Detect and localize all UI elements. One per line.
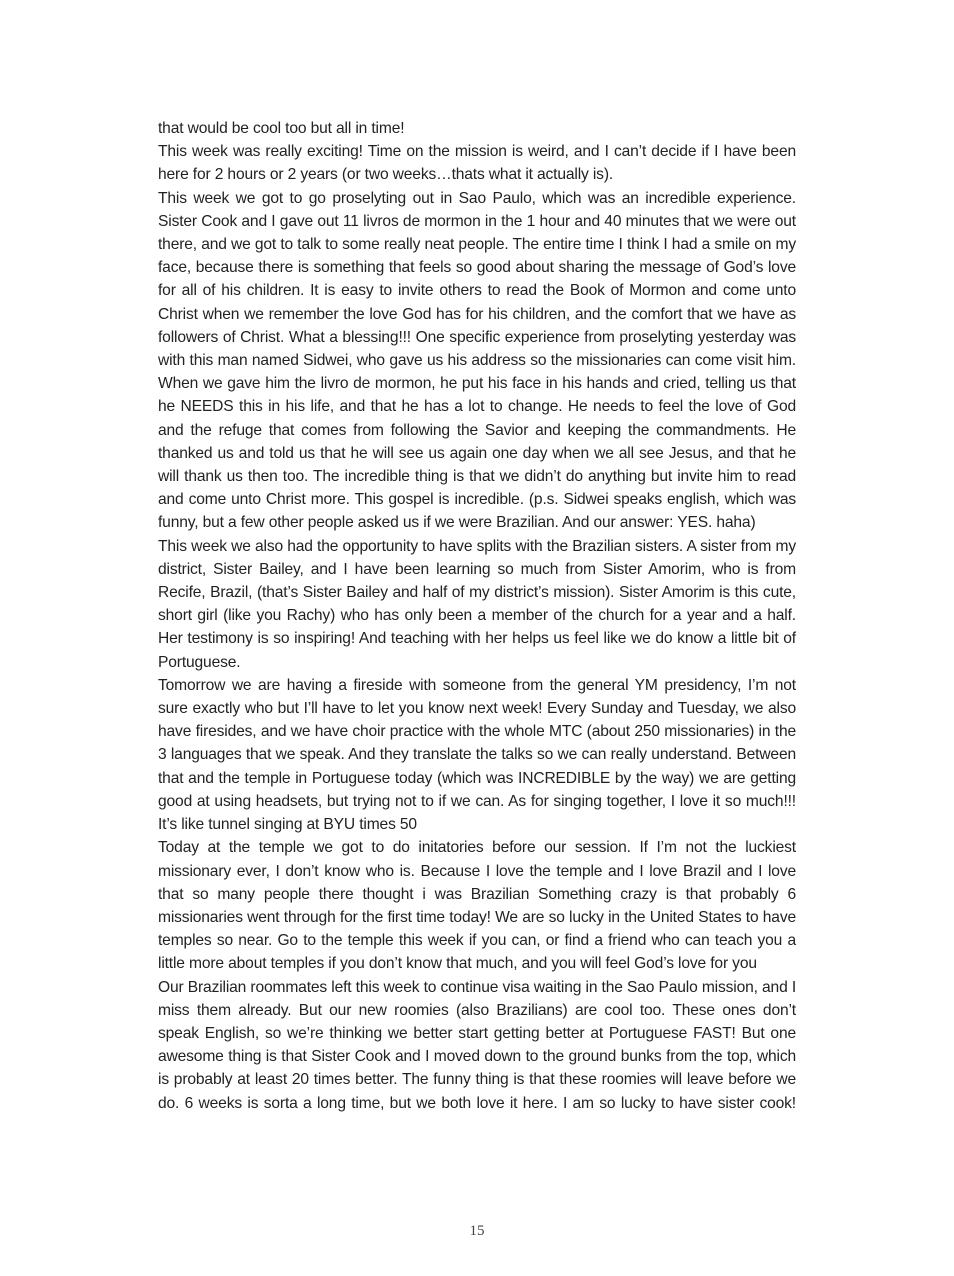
body-text [158, 117, 796, 1115]
paragraph-0: that would be cool too but all in time! [158, 120, 405, 137]
paragraph-2: This week we got to go proselyting out in Sao Paulo, which was an incredible experience. Sister Cook and I gave out 11 livros de mormon in the 1 hour and 40 minutes that we were out there, and we got to talk to some really neat people. The entire time I think I had a smile on my face, because there is something that feels so good about sharing the message of God’s love for all of his children. It is easy to invite others to read the Book of Mormon and come unto Christ when we remember the love God has for his children, and the comfort that we have as followers of Christ. What a blessing!!! One specific experience from proselyting yesterday was with this man named Sidwei, who gave us his address so the missionaries can come visit him. When we gave him the livro de mormon, he put his face in his hands and cried, telling us that he NEEDS this in his life, and that he has a lot to change. He needs to feel the love of God and the refuge that comes from following the Savior and keeping the commandments. He thanked us and told us that he will see us again one day when we all see Jesus, and that he will thank us then too. The incredible thing is that we didn’t do anything but invite him to read and come unto Christ more. This gospel is incredible. (p.s. Sidwei speaks english, which was funny, but a few other people asked us if we were Brazilian. And our answer: YES. haha) [158, 189, 796, 532]
paragraph-5: Today at the temple we got to do initatories before our session. If I’m not the luckiest missionary ever, I don’t know who is. Because I love the temple and I love Brazil and I love that so many people there thought i was Brazilian Something crazy is that probably 6 missionaries went through for the first time today! We are so lucky in the United States to have temples so near. Go to the temple this week if you can, or find a friend who can teach you a little more about temples if you don’t know that much, and you will feel God’s love for you [158, 839, 796, 973]
paragraph-1: This week was really exciting! Time on the mission is weird, and I can’t decide if I have been here for 2 hours or 2 years (or two weeks…thats what it actually is). [158, 143, 796, 184]
paragraph-4: Tomorrow we are having a fireside with someone from the general YM presidency, I’m not sure exactly who but I’ll have to let you know next week! Every Sunday and Tuesday, we also have firesides, and we have choir practice with the whole MTC (about 250 missionaries) in the 3 languages that we speak. And they translate the talks so we can really understand. Between that and the temple in Portuguese today (which was INCREDIBLE by the way) we are getting good at using headsets, but trying not to if we can. As for singing together, I love it so much!!! It’s like tunnel singing at BYU times 50 [158, 676, 796, 834]
paragraph-3: This week we also had the opportunity to have splits with the Brazilian sisters. A sister from my district, Sister Bailey, and I have been learning so much from Sister Amorim, who is from Recife, Brazil, (that’s Sister Bailey and half of my district’s mission). Sister Amorim is this cute, short girl (like you Rachy) who has only been a member of the church for a year and a half. Her testimony is so inspiring! And teaching with her helps us feel like we do know a little bit of Portuguese. [158, 537, 796, 671]
paragraph-6: Our Brazilian roommates left this week to continue visa waiting in the Sao Paulo mission, and I miss them already. But our new roomies (also Brazilians) are cool too. These ones don’t speak English, so we’re thinking we better start getting better at Portuguese FAST! But one awesome thing is that Sister Cook and I moved down to the ground bunks from the top, which is probably at least 20 times better. The funny thing is that these roomies will leave before we do. 6 weeks is sorta a long time, but we both love it here. I am so lucky to have sister cook! [158, 978, 796, 1112]
page-number: 15 [469, 1223, 485, 1239]
